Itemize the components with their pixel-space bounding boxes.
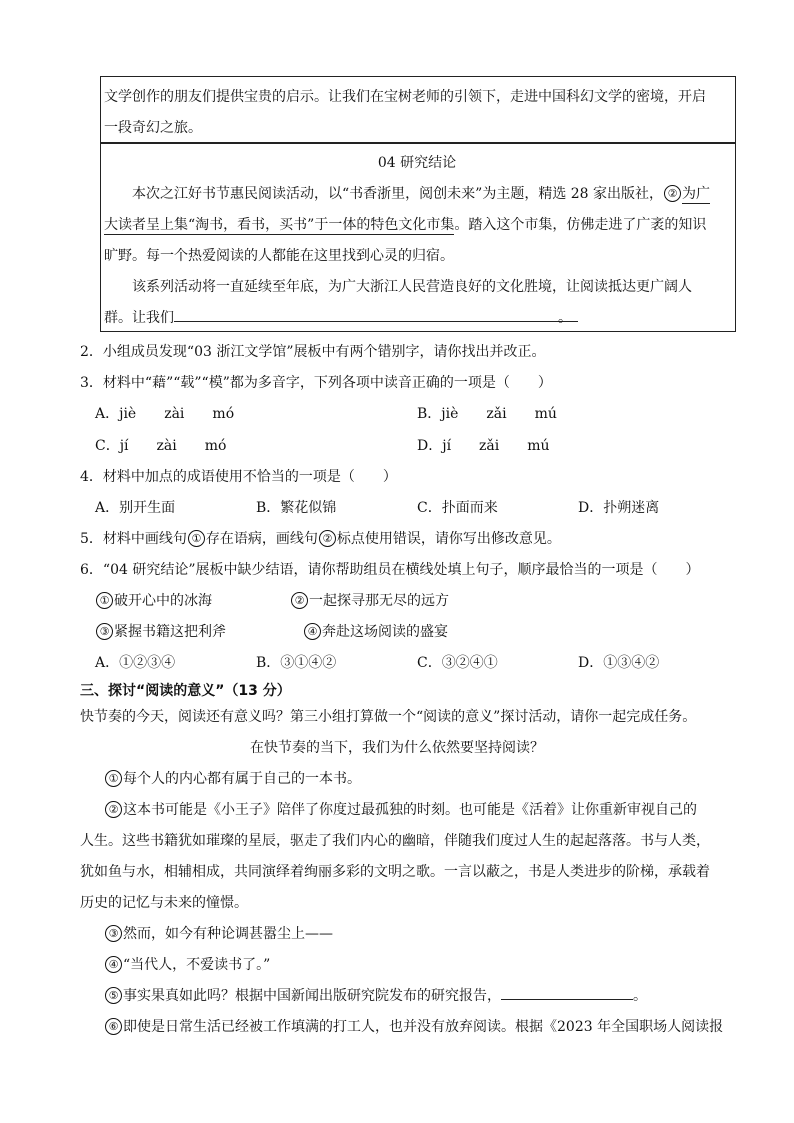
para-5-period: 。 bbox=[633, 988, 647, 1004]
q3-option-c[interactable]: C．jí zài mó bbox=[95, 438, 227, 454]
article-para-4 bbox=[104, 954, 270, 974]
q6-item-4 bbox=[303, 621, 448, 641]
marker-3: ③ bbox=[96, 623, 113, 640]
article-para-2-line3: 犹如鱼与水，相辅相成，共同演绎着绚丽多彩的文明之歌。一言以蔽之，书是人类进步的阶梯，承载着 bbox=[80, 864, 710, 880]
question-4: 4．材料中加点的成语使用不恰当的一项是（ ） bbox=[80, 469, 397, 485]
q6-item-2-text: 一起探寻那无尽的远方 bbox=[309, 593, 449, 609]
q6-item-2 bbox=[290, 590, 449, 610]
q6-item-4-text: 奔赴这场阅读的盛宴 bbox=[322, 624, 448, 640]
box1-line1: 文学创作的朋友们提供宝贵的启示。让我们在宝树老师的引领下，走进中国科幻文学的密境，开启 bbox=[104, 89, 706, 105]
conclusion-p1-text-b: 。踏入这个市集，仿佛走进了广袤的知识 bbox=[454, 217, 707, 233]
section-3-intro: 快节奏的今天，阅读还有意义吗？第三小组打算做一个“阅读的意义”探讨活动，请你一起完成任务。 bbox=[80, 709, 697, 725]
section-3-heading: 三、探讨“阅读的意义”（13 分） bbox=[80, 683, 291, 699]
q6-option-c[interactable]: C．③②④① bbox=[417, 655, 498, 671]
article-para-6 bbox=[104, 1016, 723, 1036]
conclusion-blank-period: 。 bbox=[558, 310, 572, 326]
para-1-text: 每个人的内心都有属于自己的一本书。 bbox=[123, 771, 361, 787]
conclusion-p1-text-a: 本次之江好书节惠民阅读活动，以“书香浙里，阅创未来”为主题，精选 28 家出版社， bbox=[132, 186, 664, 202]
q6-item-3 bbox=[95, 621, 226, 641]
q3-option-a[interactable]: A．jiè zài mó bbox=[95, 406, 235, 422]
q6-option-b[interactable]: B．③①④② bbox=[256, 655, 337, 671]
article-para-2-line4: 历史的记忆与未来的憧憬。 bbox=[80, 895, 248, 911]
research-conclusion-title: 04 研究结论 bbox=[377, 155, 457, 171]
article-para-2-line2: 人生。这些书籍犹如璀璨的星辰，驱走了我们内心的幽暗，伴随我们度过人生的起起落落。书与人类， bbox=[80, 833, 710, 849]
q4-option-d[interactable]: D．扑朔迷离 bbox=[578, 500, 660, 516]
para-5-answer-blank[interactable] bbox=[501, 999, 633, 1000]
question-6: 6．“04 研究结论”展板中缺少结语，请你帮助组员在横线处填上句子，顺序最恰当的一项是（ ） bbox=[80, 562, 700, 578]
article-para-2-line1 bbox=[104, 799, 697, 819]
para-marker-2: ② bbox=[105, 801, 122, 818]
question-3: 3．材料中“藉”“载”“模”都为多音字，下列各项中读音正确的一项是（ ） bbox=[80, 375, 552, 391]
marker-4: ④ bbox=[304, 623, 321, 640]
para-marker-4: ④ bbox=[105, 956, 122, 973]
article-para-1 bbox=[104, 768, 361, 788]
marker-2: ② bbox=[291, 592, 308, 609]
conclusion-p2-text: 群。让我们 bbox=[104, 310, 174, 326]
underlined-sentence-2b: 大读者呈上集“淘书，看书，买书”于一体的特色文化市集 bbox=[104, 214, 454, 235]
question-5 bbox=[80, 528, 561, 548]
q6-item-3-text: 紧握书籍这把利斧 bbox=[114, 624, 226, 640]
q5-text-a: 5．材料中画线句 bbox=[80, 531, 187, 547]
para-marker-1: ① bbox=[105, 770, 122, 787]
q4-option-b[interactable]: B．繁花似锦 bbox=[256, 500, 337, 516]
para-marker-6: ⑥ bbox=[105, 1018, 122, 1035]
marker-1: ① bbox=[96, 592, 113, 609]
question-2: 2．小组成员发现“03 浙江文学馆”展板中有两个错别字，请你找出并改正。 bbox=[80, 344, 546, 360]
para-3-text: 然而，如今有种论调甚嚣尘上—— bbox=[123, 926, 333, 942]
conclusion-p2-line2 bbox=[104, 307, 572, 327]
article-para-5 bbox=[104, 985, 647, 1005]
conclusion-p1-line3: 旷野。每一个热爱阅读的人都能在这里找到心灵的归宿。 bbox=[104, 248, 454, 264]
para-5-text: 事实果真如此吗？根据中国新闻出版研究院发布的研究报告， bbox=[123, 988, 501, 1004]
q5-text-c: 标点使用错误，请你写出修改意见。 bbox=[336, 531, 561, 547]
q3-option-d[interactable]: D．jí zǎi mú bbox=[417, 438, 550, 454]
q4-option-c[interactable]: C．扑面而来 bbox=[417, 500, 498, 516]
marker-1: ① bbox=[188, 530, 205, 547]
q3-option-b[interactable]: B．jiè zǎi mú bbox=[417, 406, 557, 422]
conclusion-p1-line1 bbox=[132, 183, 710, 204]
article-title: 在快节奏的当下，我们为什么依然要坚持阅读？ bbox=[250, 740, 544, 756]
q6-option-d[interactable]: D．①③④② bbox=[578, 655, 660, 671]
para-2-text-1: 这本书可能是《小王子》陪伴了你度过最孤独的时刻。也可能是《活着》让你重新审视自己的 bbox=[123, 802, 697, 818]
article-para-3 bbox=[104, 923, 333, 943]
underlined-sentence-2a: 为广 bbox=[682, 183, 710, 204]
para-marker-3: ③ bbox=[105, 925, 122, 942]
para-marker-5: ⑤ bbox=[105, 987, 122, 1004]
marker-2: ② bbox=[319, 530, 336, 547]
q6-item-1 bbox=[95, 590, 212, 610]
q5-text-b: 存在语病，画线句 bbox=[205, 531, 318, 547]
q6-item-1-text: 破开心中的冰海 bbox=[114, 593, 212, 609]
box1-line2: 一段奇幻之旅。 bbox=[104, 120, 202, 136]
q6-option-a[interactable]: A．①②③④ bbox=[95, 655, 176, 671]
conclusion-p1-line2 bbox=[104, 214, 706, 235]
para-4-text: “当代人，不爱读书了。” bbox=[123, 957, 271, 973]
q4-option-a[interactable]: A．别开生面 bbox=[95, 500, 176, 516]
conclusion-answer-blank[interactable] bbox=[174, 321, 578, 322]
conclusion-p2-line1: 该系列活动将一直延续至年底，为广大浙江人民营造良好的文化胜境，让阅读抵达更广阔人 bbox=[132, 279, 692, 295]
para-6-text: 即使是日常生活已经被工作填满的打工人，也并没有放弃阅读。根据《2023 年全国职场人阅读报 bbox=[123, 1019, 724, 1035]
marker-2: ② bbox=[664, 185, 681, 202]
